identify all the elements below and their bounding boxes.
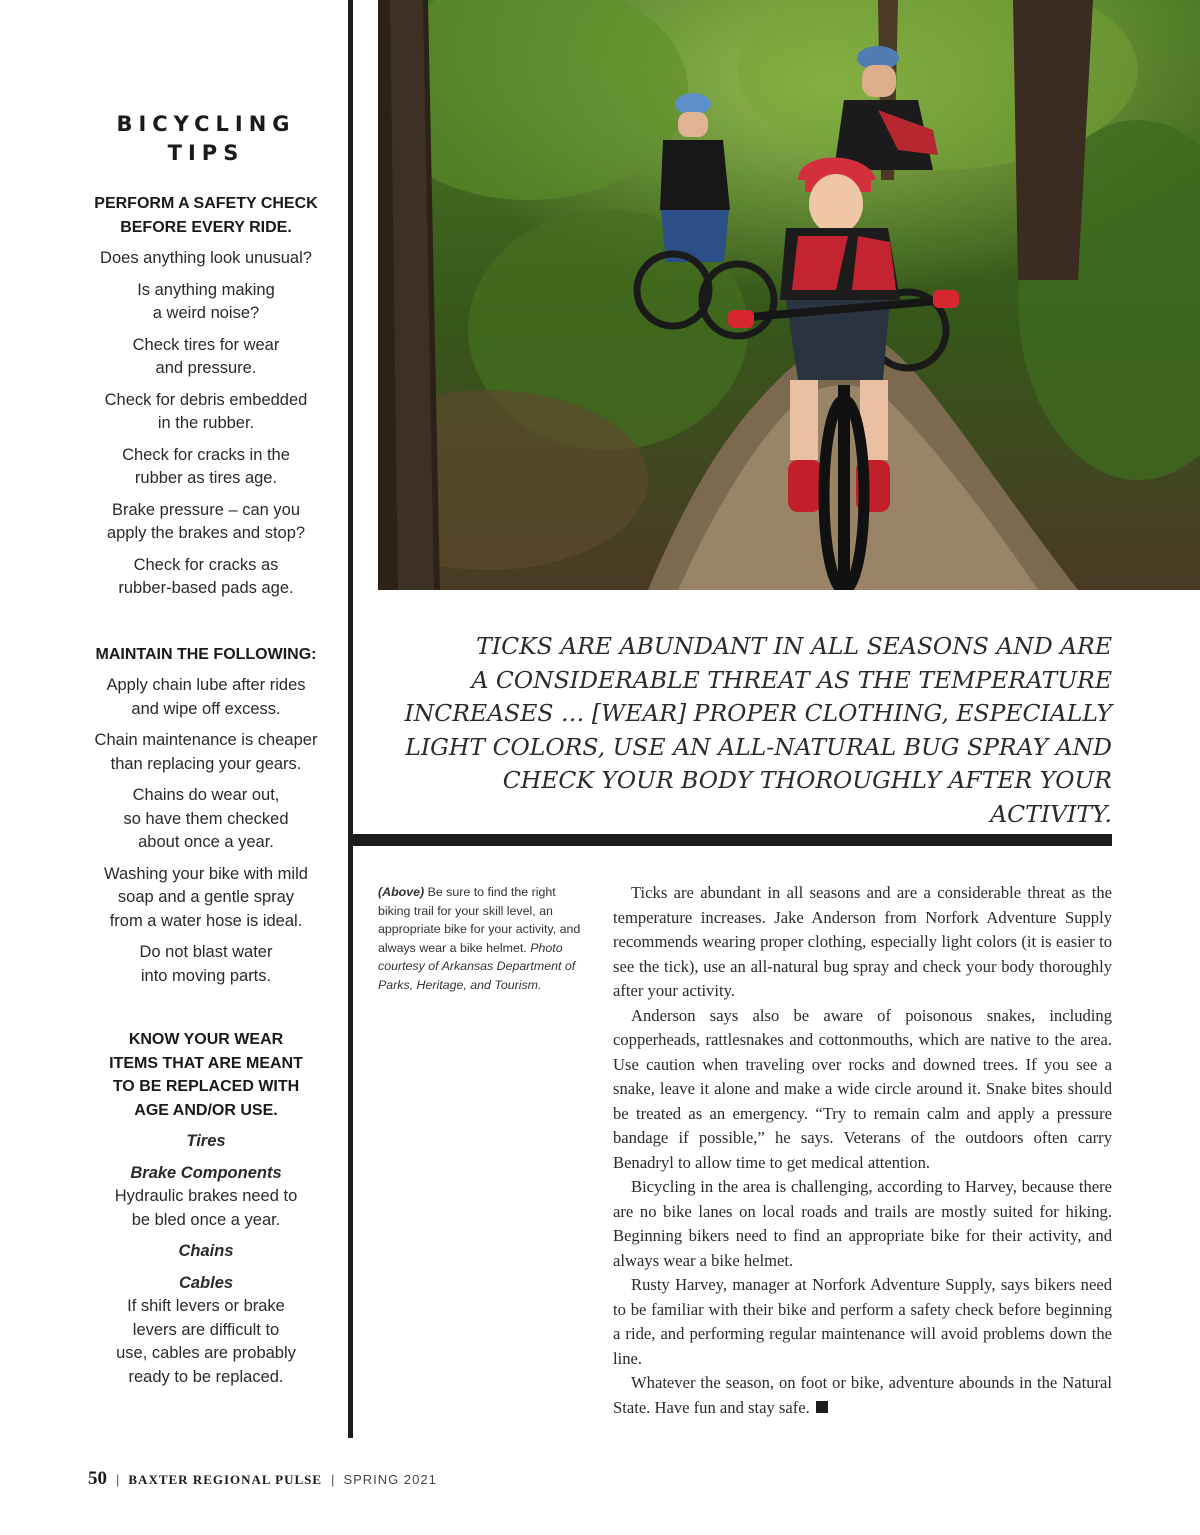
tip-line: about once a year. <box>138 833 274 851</box>
tip-line: and wipe off excess. <box>131 699 281 718</box>
family-biking-photo <box>378 0 1200 590</box>
tip-item <box>80 941 332 988</box>
photo-caption <box>378 883 590 995</box>
tip-line: Check for cracks as <box>133 555 279 574</box>
wear-item-cables-title: Cables <box>178 1273 234 1292</box>
tip-line: Do not blast water <box>139 943 273 961</box>
wear-item-brakes: Brake Components Hydraulic brakes need to be bled once a year. <box>80 1162 332 1233</box>
tip-line: from a water hose is ideal. <box>109 911 303 930</box>
tip-item <box>80 674 332 721</box>
pull-quote: TICKS ARE ABUNDANT IN ALL SEASONS AND ARE A CONSIDERABLE THREAT AS THE TEMPERATURE INCREASES … [WEAR] PROPER CLOTHING, ESPECIALLY LIGHT COLORS, USE AN ALL-NATURAL BUG SPRAY AND CHECK YOUR BODY THOROUGHLY AFTER YOUR ACTIVITY. <box>404 632 1112 828</box>
tip-item <box>80 247 332 271</box>
tip-line: a weird noise? <box>152 304 260 322</box>
wear-item-cables: Cables If shift levers or brake levers are difficult to use, cables are probably ready to be replaced. <box>80 1272 332 1390</box>
article-paragraph-last: Whatever the season, on foot or bike, adventure abounds in the Natural State. Have fun and stay safe. <box>613 1373 1112 1417</box>
tip-line: Chains do wear out, <box>132 786 280 804</box>
tip-item <box>80 554 332 601</box>
photo-credit: Photo courtesy of Arkansas Department of Parks, Heritage, and Tourism. <box>378 940 576 992</box>
tip-line: apply the brakes and stop? <box>106 524 306 542</box>
tip-item <box>80 444 332 491</box>
tip-line: than replacing your gears. <box>110 754 302 773</box>
tip-line: and pressure. <box>155 359 257 377</box>
tip-line: soap and a gentle spray <box>117 888 295 906</box>
section-divider-horizontal <box>353 834 1112 846</box>
article-paragraph: Anderson says also be aware of poisonous snakes, including copperheads, rattlesnakes and cottonmouths, which are native to the area. Use caution when traveling over rocks and downed trees. If you see a snake, leave it alone and make a wide circle around it. Snake bites should be treated as an emergency. “Try to remain calm and apply a pressure bandage if possible,” he says. Veterans of the outdoors often carry Benadryl to allow time to get medical attention. <box>613 1005 1112 1172</box>
tip-line: Chain maintenance is cheaper <box>94 731 318 749</box>
tip-line: Does anything look unusual? <box>100 249 312 267</box>
sidebar-title: BICYCLING TIPS <box>116 112 296 165</box>
tip-line: Check for debris embedded <box>104 390 308 409</box>
tip-line: Is anything making <box>137 280 275 299</box>
page-footer <box>88 1468 437 1490</box>
tip-item <box>80 784 332 855</box>
tip-line: Brake pressure – can you <box>111 500 301 519</box>
tip-line: Check tires for wear <box>132 335 280 354</box>
safety-check-list <box>80 247 332 601</box>
tip-line: so have them checked <box>123 809 289 828</box>
wear-item-chains: Chains <box>178 1242 234 1260</box>
maintain-heading: MAINTAIN THE FOLLOWING: <box>95 645 317 663</box>
end-of-article-square-icon <box>816 1401 828 1413</box>
tip-line: in the rubber. <box>157 414 255 432</box>
tip-line: rubber-based pads age. <box>118 579 294 597</box>
wear-item-brakes-title: Brake Components <box>130 1163 282 1182</box>
tip-line: Check for cracks in the <box>122 445 290 464</box>
tip-item <box>80 334 332 381</box>
safety-check-heading: PERFORM A SAFETY CHECK BEFORE EVERY RIDE. <box>94 195 318 236</box>
maintain-list <box>80 674 332 988</box>
tip-item <box>80 499 332 546</box>
footer-separator: | <box>116 1472 120 1487</box>
tip-line: Washing your bike with mild <box>104 864 308 883</box>
magazine-name: BAXTER REGIONAL PULSE <box>128 1472 323 1487</box>
caption-text: Be sure to find the right biking trail for your skill level, an appropriate bike for your activity, and always wear a bike helmet. <box>378 885 581 955</box>
wear-items-heading: KNOW YOUR WEAR ITEMS THAT ARE MEANT TO BE REPLACED WITH AGE AND/OR USE. <box>109 1031 303 1119</box>
wear-item-tires: Tires <box>186 1132 226 1150</box>
tip-line: Apply chain lube after rides <box>106 676 306 694</box>
tip-item <box>80 389 332 436</box>
tip-line: rubber as tires age. <box>134 469 278 487</box>
bicycling-tips-sidebar <box>80 110 332 1397</box>
footer-separator: | <box>331 1472 335 1487</box>
article-body <box>613 881 1112 1420</box>
article-paragraph: Ticks are abundant in all seasons and are a considerable threat as the temperature increases. Jake Anderson from Norfork Adventure Supply recommends wearing proper clothing, especially light colors (it is easier to see the tick), use an all-natural bug spray and check your body thoroughly after your activity. <box>613 883 1112 1000</box>
caption-lead: (Above) <box>378 885 425 899</box>
page-number: 50 <box>88 1468 107 1489</box>
article-paragraph: Bicycling in the area is challenging, according to Harvey, because there are no bike lanes on local roads and trails are mostly suited for hiking. Beginning bikers need to find an appropriate bike for their activity, and always wear a bike helmet. <box>613 1177 1112 1270</box>
column-divider-vertical <box>348 0 353 1438</box>
tip-line: into moving parts. <box>140 966 272 985</box>
article-paragraph: Rusty Harvey, manager at Norfork Adventure Supply, says bikers need to be familiar with their bike and perform a safety check before beginning a ride, and performing regular maintenance will avoid problems down the line. <box>613 1275 1112 1368</box>
tip-item <box>80 279 332 326</box>
issue-date: SPRING 2021 <box>343 1472 437 1487</box>
tip-item <box>80 729 332 776</box>
tip-item <box>80 863 332 934</box>
